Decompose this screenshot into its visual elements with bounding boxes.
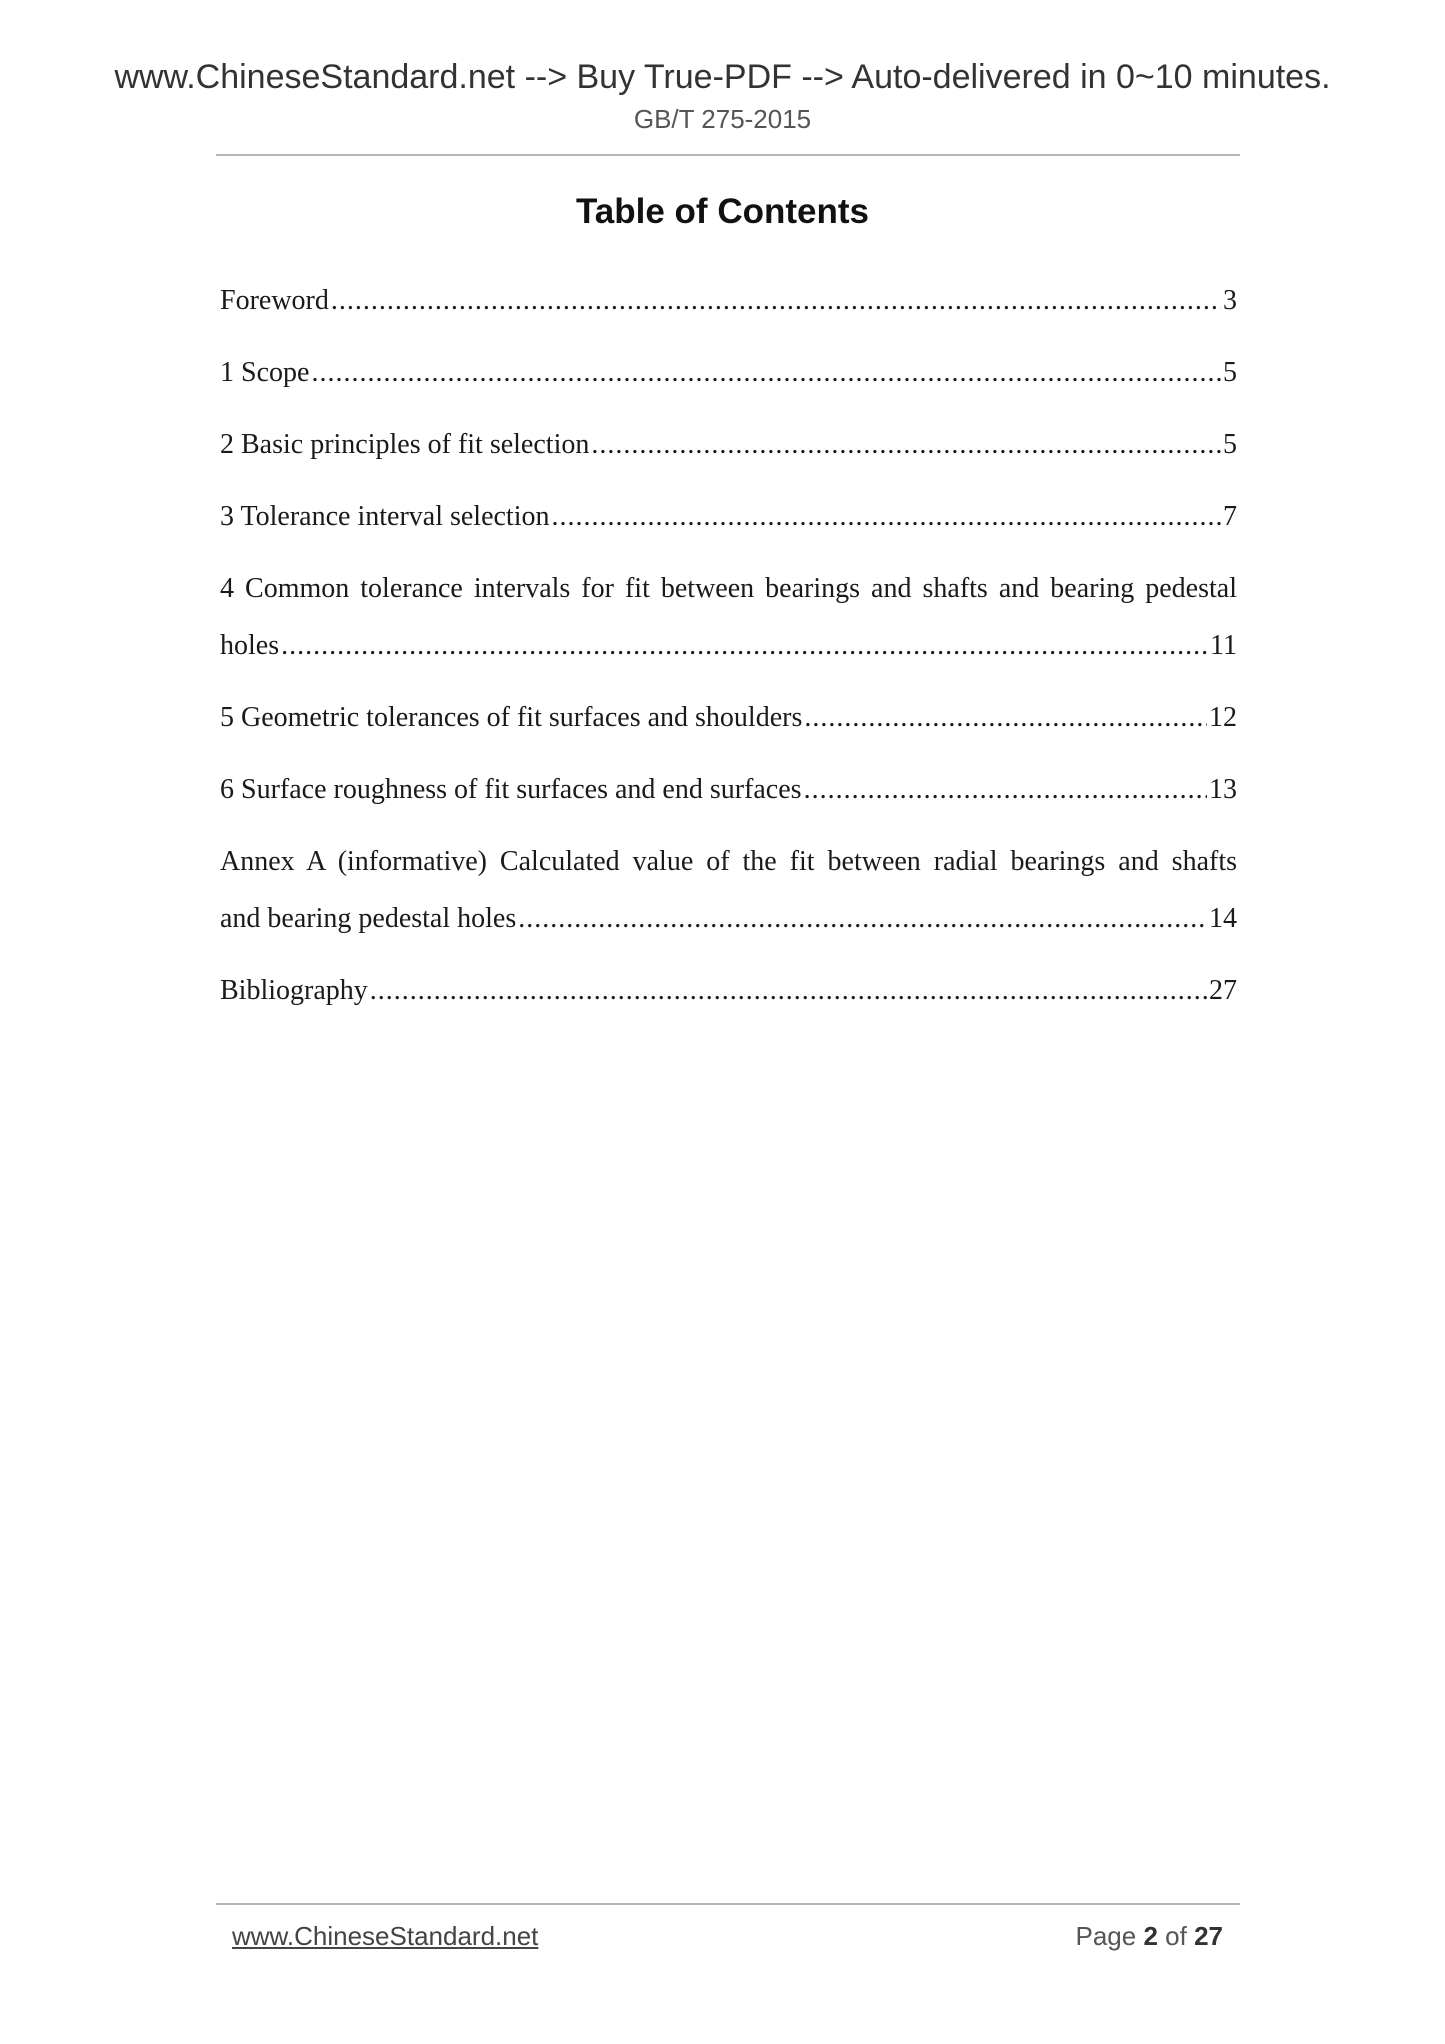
- toc-entry-geometric-tolerances[interactable]: [220, 689, 1237, 746]
- page-title: Table of Contents: [576, 192, 869, 231]
- page-indicator: [1075, 1921, 1223, 1952]
- toc-entry-bibliography[interactable]: [220, 962, 1237, 1019]
- toc-entry-page: 12: [1209, 702, 1237, 733]
- toc-entry-title-line2: and bearing pedestal holes: [220, 903, 517, 934]
- footer-divider: [216, 1903, 1240, 1905]
- toc-entry-page: 7: [1223, 501, 1237, 532]
- toc-entry-annex-a[interactable]: [220, 833, 1237, 947]
- dot-leader: [591, 416, 1221, 473]
- toc-entry-tolerance-interval[interactable]: [220, 488, 1237, 545]
- standard-code: GB/T 275-2015: [633, 104, 812, 134]
- toc-entry-title: 6 Surface roughness of fit surfaces and end surfaces: [220, 774, 802, 805]
- toc-entry-page: 5: [1223, 429, 1237, 460]
- dot-leader: [311, 344, 1221, 401]
- toc-entry-title: Foreword: [220, 285, 329, 316]
- toc-entry-title-line1: Annex A (informative) Calculated value of the fit between radial bearings and shafts: [220, 846, 1237, 877]
- dot-leader: [518, 890, 1207, 947]
- toc-entry-title: 5 Geometric tolerances of fit surfaces and shoulders: [220, 702, 803, 733]
- dot-leader: [804, 761, 1207, 818]
- toc-entry-title: 3 Tolerance interval selection: [220, 501, 550, 532]
- dot-leader: [281, 617, 1208, 674]
- toc-entry-title: 1 Scope: [220, 357, 310, 388]
- toc-entry-page: 11: [1210, 630, 1237, 661]
- dot-leader: [331, 272, 1221, 329]
- toc-entry-title: Bibliography: [220, 975, 368, 1006]
- header-banner: www.ChineseStandard.net --> Buy True-PDF --> Auto-delivered in 0~10 minutes.: [114, 58, 1331, 96]
- table-of-contents: [220, 272, 1237, 1019]
- dot-leader: [552, 488, 1222, 545]
- toc-entry-title: 2 Basic principles of fit selection: [220, 429, 590, 460]
- toc-entry-surface-roughness[interactable]: [220, 761, 1237, 818]
- toc-entry-page: 14: [1209, 903, 1237, 934]
- toc-entry-scope[interactable]: [220, 344, 1237, 401]
- toc-entry-page: 5: [1223, 357, 1237, 388]
- toc-entry-common-tolerance[interactable]: [220, 560, 1237, 674]
- toc-entry-page: 27: [1209, 975, 1237, 1006]
- current-page-number: 2: [1143, 1921, 1158, 1951]
- toc-entry-foreword[interactable]: [220, 272, 1237, 329]
- toc-entry-title-line2: holes: [220, 630, 280, 661]
- total-pages-number: 27: [1194, 1921, 1223, 1951]
- toc-entry-page: 3: [1223, 285, 1237, 316]
- dot-leader: [370, 962, 1207, 1019]
- toc-entry-page: 13: [1209, 774, 1237, 805]
- toc-entry-title-line1: 4 Common tolerance intervals for fit between bearings and shafts and bearing pedestal: [220, 573, 1237, 604]
- footer-site-link[interactable]: www.ChineseStandard.net: [232, 1921, 539, 1951]
- toc-entry-basic-principles[interactable]: [220, 416, 1237, 473]
- dot-leader: [804, 689, 1207, 746]
- page-prefix: Page: [1075, 1921, 1137, 1951]
- header-divider: [216, 154, 1240, 156]
- page-of-label: of: [1165, 1921, 1187, 1951]
